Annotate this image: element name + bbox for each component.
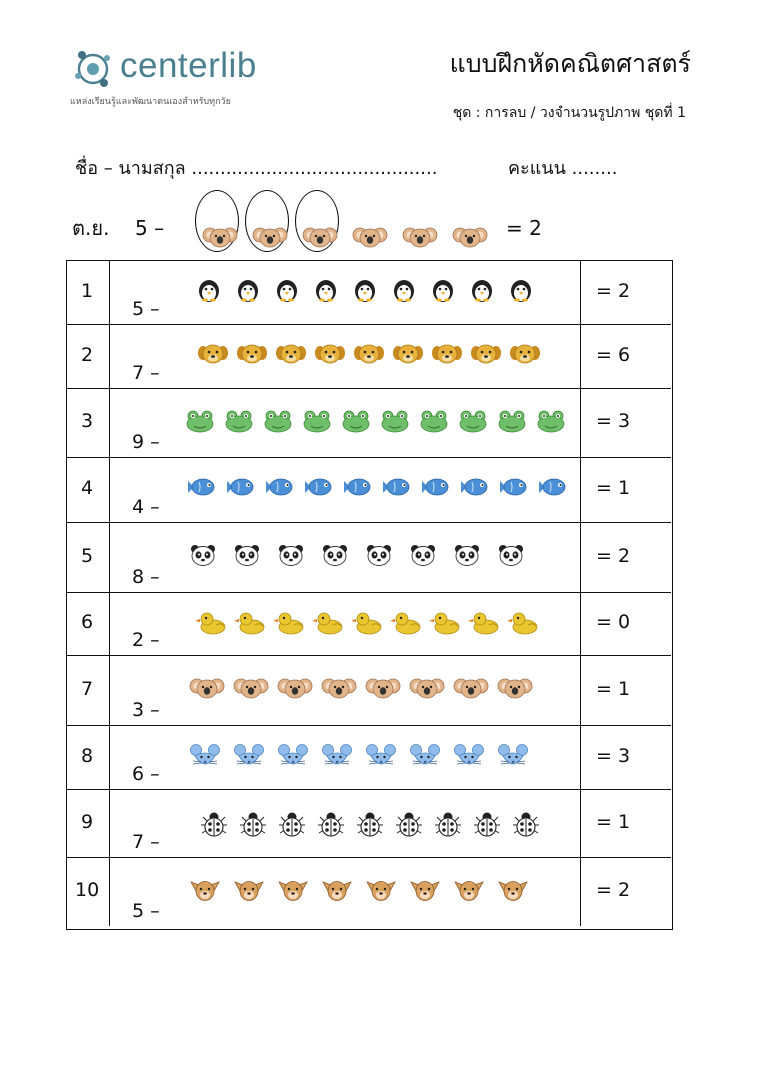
koala-icon <box>410 677 444 703</box>
row-number: 3 <box>81 409 94 432</box>
exercise-row <box>67 593 671 656</box>
answer-cell <box>581 858 671 926</box>
panda-icon <box>322 544 348 570</box>
row-number: 5 <box>81 544 94 567</box>
duck-icon <box>354 611 384 639</box>
problem-cell <box>110 523 581 592</box>
fish-icon <box>537 477 567 501</box>
dog-icon <box>510 343 540 369</box>
ladybug-icon <box>237 810 269 842</box>
row-number-cell <box>67 790 110 857</box>
answer-cell <box>581 790 671 857</box>
problem-icons <box>182 261 577 324</box>
problem-cell <box>110 858 581 926</box>
fish-icon <box>459 477 489 501</box>
problem-icons <box>182 726 577 789</box>
exercise-row <box>67 858 671 926</box>
answer-cell <box>581 458 671 522</box>
problem-icons <box>182 458 577 522</box>
panda-icon <box>234 544 260 570</box>
duck-icon <box>393 611 423 639</box>
exercise-row <box>67 726 671 790</box>
answer-cell <box>581 261 671 324</box>
logo-name: centerlib <box>120 46 257 85</box>
problem-cell <box>110 656 581 725</box>
exercise-table <box>66 260 673 930</box>
penguin-icon <box>315 279 337 307</box>
ladybug-icon <box>198 810 230 842</box>
problem-icons <box>182 593 577 655</box>
koala-icon <box>190 677 224 703</box>
problem-cell <box>110 593 581 655</box>
penguin-icon <box>276 279 298 307</box>
exercise-row <box>67 389 671 458</box>
problem-cell <box>110 726 581 789</box>
dog-icon <box>354 343 384 369</box>
dog-icon <box>432 343 462 369</box>
deer-icon <box>190 878 220 906</box>
fish-icon <box>498 477 528 501</box>
row-number: 7 <box>81 677 94 700</box>
fish-icon <box>186 477 216 501</box>
logo-tagline: แหล่งเรียนรู้และพัฒนาตนเองสำหรับทุกวัย <box>70 97 231 107</box>
answer-cell <box>581 656 671 725</box>
dog-icon <box>198 343 228 369</box>
deer-icon <box>234 878 264 906</box>
panda-icon <box>454 544 480 570</box>
fish-icon <box>225 477 255 501</box>
deer-icon <box>454 878 484 906</box>
answer-value: = 6 <box>596 343 631 366</box>
problem-icons <box>182 656 577 725</box>
koala-icon <box>395 190 439 252</box>
problem-cell <box>110 325 581 388</box>
example-icons <box>195 190 495 252</box>
panda-icon <box>190 544 216 570</box>
problem-icons <box>182 858 577 926</box>
koala-icon <box>195 190 239 252</box>
worksheet-set-info: ชุด : การลบ / วงจำนวนรูปภาพ ชุดที่ 1 <box>452 105 686 121</box>
dog-icon <box>315 343 345 369</box>
frog-icon <box>381 410 409 436</box>
mouse-icon <box>190 744 220 772</box>
exercise-row <box>67 458 671 523</box>
exercise-row <box>67 790 671 858</box>
answer-value: = 3 <box>596 744 631 767</box>
frog-icon <box>342 410 370 436</box>
frog-icon <box>225 410 253 436</box>
answer-cell <box>581 389 671 457</box>
ladybug-icon <box>315 810 347 842</box>
mouse-icon <box>234 744 264 772</box>
answer-cell <box>581 523 671 592</box>
mouse-icon <box>410 744 440 772</box>
deer-icon <box>322 878 352 906</box>
example-answer: = 2 <box>506 216 542 240</box>
ladybug-icon <box>354 810 386 842</box>
worksheet-title: แบบฝึกหัดคณิตศาสตร์ <box>449 49 691 78</box>
example-label: ต.ย. <box>72 216 110 240</box>
answer-value: = 1 <box>596 477 631 500</box>
penguin-icon <box>198 279 220 307</box>
ladybug-icon <box>276 810 308 842</box>
problem-expression: 7 – <box>132 831 160 853</box>
row-number: 1 <box>81 279 94 302</box>
penguin-icon <box>237 279 259 307</box>
row-number-cell <box>67 656 110 725</box>
ladybug-icon <box>393 810 425 842</box>
row-number-cell <box>67 325 110 388</box>
row-number-cell <box>67 858 110 926</box>
panda-icon <box>278 544 304 570</box>
problem-expression: 9 – <box>132 431 160 453</box>
score-field: คะแนน ........ <box>508 158 618 179</box>
duck-icon <box>510 611 540 639</box>
row-number-cell <box>67 389 110 457</box>
problem-icons <box>182 790 577 857</box>
answer-value: = 0 <box>596 611 631 634</box>
frog-icon <box>186 410 214 436</box>
frog-icon <box>537 410 565 436</box>
row-number-cell <box>67 726 110 789</box>
exercise-row <box>67 261 671 325</box>
problem-expression: 5 – <box>132 298 160 320</box>
dog-icon <box>237 343 267 369</box>
deer-icon <box>366 878 396 906</box>
deer-icon <box>498 878 528 906</box>
answer-value: = 3 <box>596 410 631 433</box>
frog-icon <box>498 410 526 436</box>
answer-value: = 2 <box>596 879 631 902</box>
problem-expression: 7 – <box>132 362 160 384</box>
mouse-icon <box>278 744 308 772</box>
mouse-icon <box>366 744 396 772</box>
row-number-cell <box>67 261 110 324</box>
mouse-icon <box>322 744 352 772</box>
answer-value: = 2 <box>596 279 631 302</box>
frog-icon <box>459 410 487 436</box>
dog-icon <box>471 343 501 369</box>
koala-icon <box>345 190 389 252</box>
duck-icon <box>237 611 267 639</box>
koala-icon <box>278 677 312 703</box>
mouse-icon <box>454 744 484 772</box>
problem-expression: 8 – <box>132 566 160 588</box>
frog-icon <box>264 410 292 436</box>
deer-icon <box>278 878 308 906</box>
row-number: 9 <box>81 810 94 833</box>
student-name-field: ชื่อ – นามสกุล ........................................... <box>75 158 438 179</box>
duck-icon <box>315 611 345 639</box>
row-number-cell <box>67 593 110 655</box>
row-number: 2 <box>81 343 94 366</box>
duck-icon <box>432 611 462 639</box>
problem-icons <box>182 523 577 592</box>
problem-cell <box>110 389 581 457</box>
penguin-icon <box>354 279 376 307</box>
panda-icon <box>410 544 436 570</box>
problem-cell <box>110 458 581 522</box>
panda-icon <box>366 544 392 570</box>
dog-icon <box>393 343 423 369</box>
example-problem <box>72 190 692 252</box>
koala-icon <box>245 190 289 252</box>
answer-cell <box>581 726 671 789</box>
answer-value: = 2 <box>596 544 631 567</box>
koala-icon <box>234 677 268 703</box>
problem-expression: 6 – <box>132 763 160 785</box>
row-number: 10 <box>75 878 100 901</box>
ladybug-icon <box>471 810 503 842</box>
duck-icon <box>198 611 228 639</box>
koala-icon <box>454 677 488 703</box>
koala-icon <box>498 677 532 703</box>
answer-value: = 1 <box>596 810 631 833</box>
panda-icon <box>498 544 524 570</box>
penguin-icon <box>432 279 454 307</box>
row-number: 6 <box>81 610 94 633</box>
example-expression: 5 – <box>135 216 165 240</box>
fish-icon <box>264 477 294 501</box>
exercise-row <box>67 325 671 389</box>
deer-icon <box>410 878 440 906</box>
duck-icon <box>276 611 306 639</box>
problem-expression: 3 – <box>132 699 160 721</box>
problem-icons <box>182 325 577 388</box>
problem-cell <box>110 261 581 324</box>
logo-mark-icon <box>70 46 116 92</box>
mouse-icon <box>498 744 528 772</box>
koala-icon <box>295 190 339 252</box>
penguin-icon <box>471 279 493 307</box>
answer-cell <box>581 593 671 655</box>
koala-icon <box>322 677 356 703</box>
row-number-cell <box>67 523 110 592</box>
ladybug-icon <box>432 810 464 842</box>
row-number: 8 <box>81 744 94 767</box>
duck-icon <box>471 611 501 639</box>
problem-expression: 5 – <box>132 900 160 922</box>
fish-icon <box>381 477 411 501</box>
row-number: 4 <box>81 476 94 499</box>
answer-value: = 1 <box>596 677 631 700</box>
row-number-cell <box>67 458 110 522</box>
fish-icon <box>420 477 450 501</box>
koala-icon <box>366 677 400 703</box>
dog-icon <box>276 343 306 369</box>
frog-icon <box>303 410 331 436</box>
exercise-row <box>67 523 671 593</box>
fish-icon <box>303 477 333 501</box>
problem-expression: 2 – <box>132 629 160 651</box>
answer-cell <box>581 325 671 388</box>
frog-icon <box>420 410 448 436</box>
exercise-row <box>67 656 671 726</box>
centerlib-logo <box>70 42 300 112</box>
fish-icon <box>342 477 372 501</box>
problem-icons <box>182 389 577 457</box>
koala-icon <box>445 190 489 252</box>
penguin-icon <box>393 279 415 307</box>
problem-cell <box>110 790 581 857</box>
ladybug-icon <box>510 810 542 842</box>
problem-expression: 4 – <box>132 496 160 518</box>
penguin-icon <box>510 279 532 307</box>
